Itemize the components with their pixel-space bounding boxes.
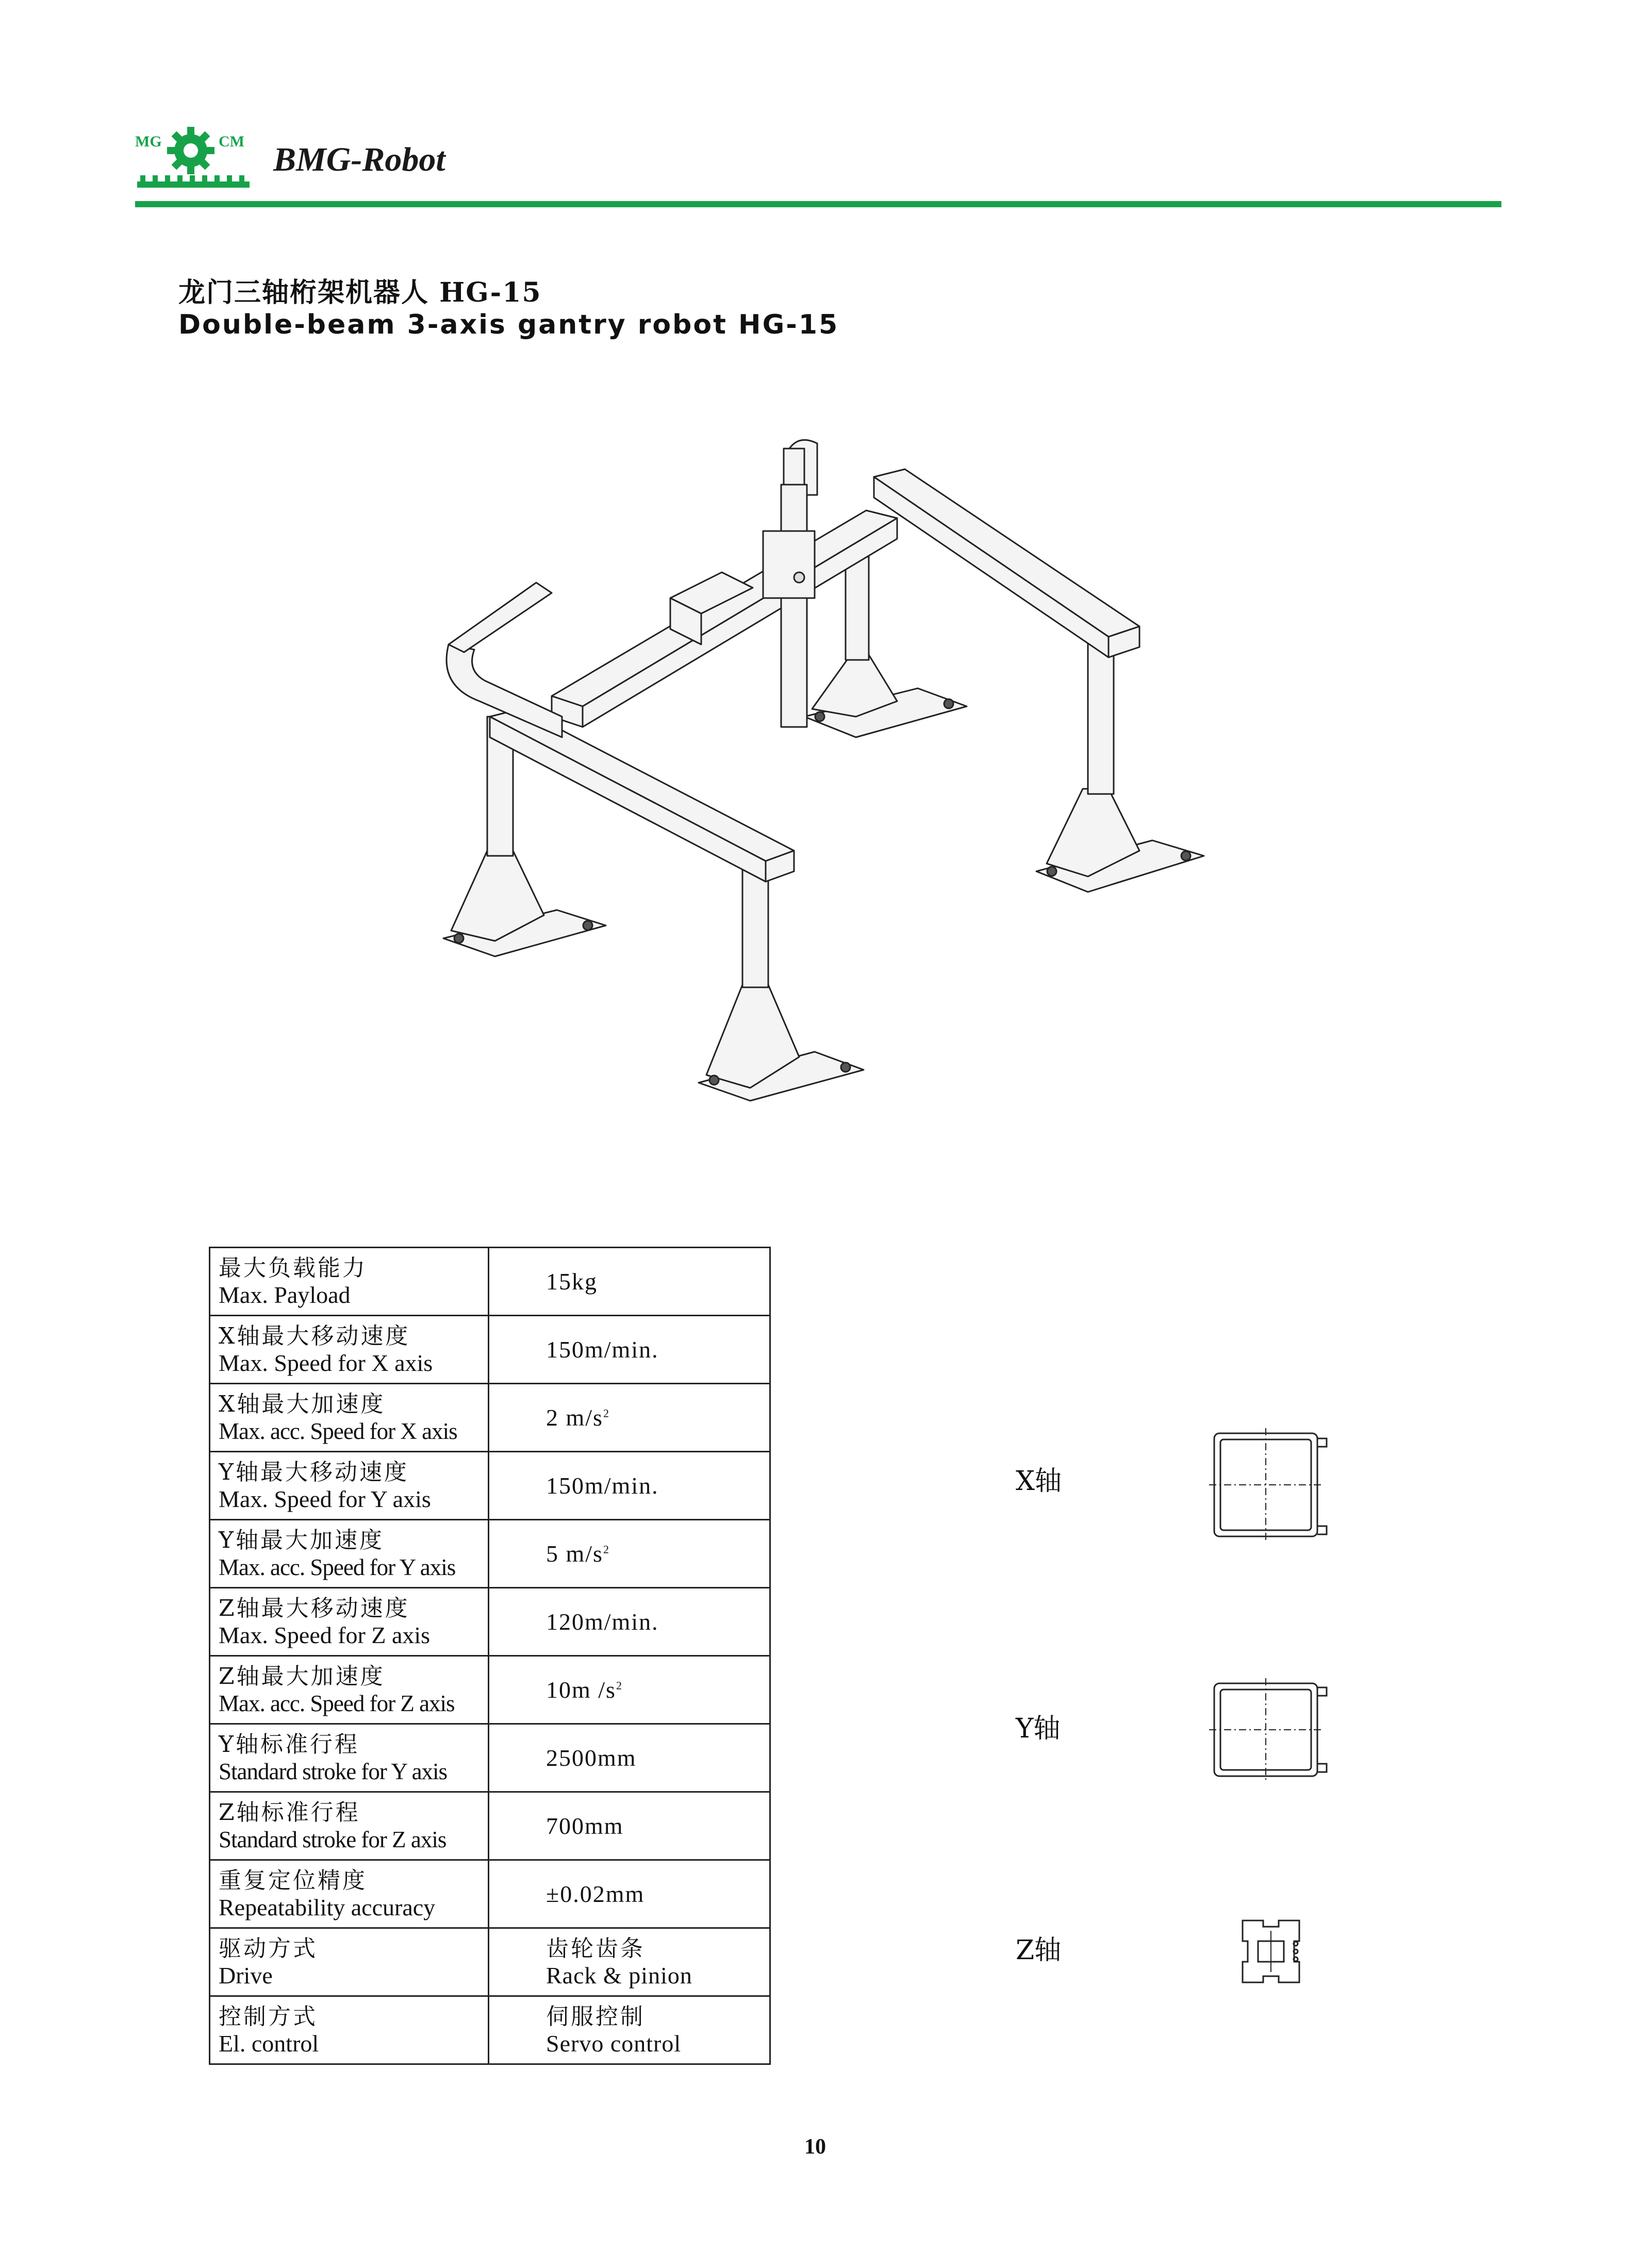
spec-row [210,1996,770,2064]
spec-key-en: Max. acc. Speed for Y axis [219,1554,456,1580]
gantry-robot-illustration [402,428,1227,1114]
logo-text-right: CM [219,133,244,150]
logo-text-left: MG [135,133,162,150]
page-title-chinese: 龙门三轴桁架机器人 HG-15 [178,277,542,308]
z-axis-profile-label: Z轴 [1016,1935,1062,1966]
spec-key [210,1656,489,1724]
spec-value [489,1724,770,1792]
page-title-english: Double-beam 3-axis gantry robot HG-15 [178,309,839,340]
spec-key [210,1588,489,1656]
spec-key [210,1316,489,1384]
spec-value-text: 150m/min. [546,1336,659,1363]
x-axis-profile-label: X轴 [1016,1466,1062,1497]
gear-icon [135,124,254,196]
spec-key-cn: 重复定位精度 [219,1867,367,1894]
spec-value-text: 15kg [546,1268,598,1295]
spec-key-en: Max. Speed for X axis [219,1349,433,1376]
spec-value [489,1656,770,1724]
spec-key-en: Max. Speed for Y axis [219,1485,431,1512]
spec-value [489,1248,770,1316]
spec-key-cn: Y轴最大移动速度 [219,1459,409,1485]
y-axis-profile-label: Y轴 [1016,1713,1061,1744]
spec-key [210,1248,489,1316]
spec-key [210,1996,489,2064]
spec-row [210,1860,770,1928]
spec-table [209,1247,771,2065]
superscript: 2 [603,1406,609,1420]
spec-key [210,1520,489,1588]
spec-value-text: 5 m/s [546,1541,603,1567]
spec-value [489,1384,770,1452]
spec-key [210,1860,489,1928]
spec-key-cn: X轴最大加速度 [219,1390,386,1417]
spec-key-cn: Z轴标准行程 [219,1799,360,1826]
z-axis-profile-drawing [1235,1913,1317,1990]
spec-value-text: 2 m/s [546,1404,603,1431]
spec-key [210,1928,489,1996]
superscript: 2 [616,1679,622,1692]
spec-row [210,1520,770,1588]
spec-row [210,1248,770,1316]
spec-value-cn: 伺服控制 [546,2003,645,2030]
spec-row [210,1928,770,1996]
page-number: 10 [804,2135,826,2159]
spec-value [489,1588,770,1656]
superscript: 2 [603,1543,609,1556]
company-logo [135,124,254,196]
spec-value [489,1996,770,2064]
spec-key-en: Standard stroke for Y axis [219,1758,448,1784]
spec-row [210,1384,770,1452]
spec-row [210,1724,770,1792]
spec-value-text: 150m/min. [546,1472,659,1499]
spec-key-cn: Z轴最大加速度 [219,1663,385,1690]
spec-value [489,1520,770,1588]
spec-value-text: ±0.02mm [546,1881,645,1907]
spec-key-en: El. control [219,2030,319,2057]
spec-key-en: Drive [219,1962,273,1989]
spec-key-en: Repeatability accuracy [219,1894,436,1921]
x-axis-profile-drawing [1209,1428,1333,1542]
spec-value-en: Rack & pinion [546,1962,692,1989]
spec-row [210,1452,770,1520]
brand-name: BMG-Robot [273,141,445,178]
spec-key [210,1384,489,1452]
header-divider [135,201,1501,207]
spec-value [489,1928,770,1996]
spec-value [489,1452,770,1520]
spec-key-en: Max. Speed for Z axis [219,1621,431,1648]
spec-key-en: Max. Payload [219,1281,351,1308]
spec-value [489,1792,770,1860]
spec-value [489,1860,770,1928]
spec-key-en: Standard stroke for Z axis [219,1826,447,1852]
spec-value-text: 2500mm [546,1745,637,1771]
spec-key [210,1724,489,1792]
spec-key-en: Max. acc. Speed for X axis [219,1418,457,1444]
spec-key [210,1792,489,1860]
spec-value-text: 700mm [546,1813,624,1839]
spec-key [210,1452,489,1520]
spec-key-cn: Y轴最大加速度 [219,1527,385,1553]
spec-key-cn: Z轴最大移动速度 [219,1595,410,1621]
spec-key-cn: Y轴标准行程 [219,1731,360,1758]
spec-row [210,1792,770,1860]
spec-row [210,1316,770,1384]
spec-key-cn: 最大负载能力 [219,1254,367,1281]
spec-key-cn: 控制方式 [219,2003,318,2030]
spec-value-cn: 齿轮齿条 [546,1935,645,1962]
spec-key-cn: 驱动方式 [219,1935,318,1962]
spec-key-cn: X轴最大移动速度 [219,1322,410,1349]
spec-value-text: 120m/min. [546,1609,659,1635]
spec-row [210,1588,770,1656]
y-axis-profile-drawing [1209,1678,1333,1781]
spec-value-en: Servo control [546,2030,682,2057]
spec-row [210,1656,770,1724]
spec-key-en: Max. acc. Speed for Z axis [219,1690,455,1716]
spec-value-text: 10m /s [546,1677,616,1703]
spec-value [489,1316,770,1384]
